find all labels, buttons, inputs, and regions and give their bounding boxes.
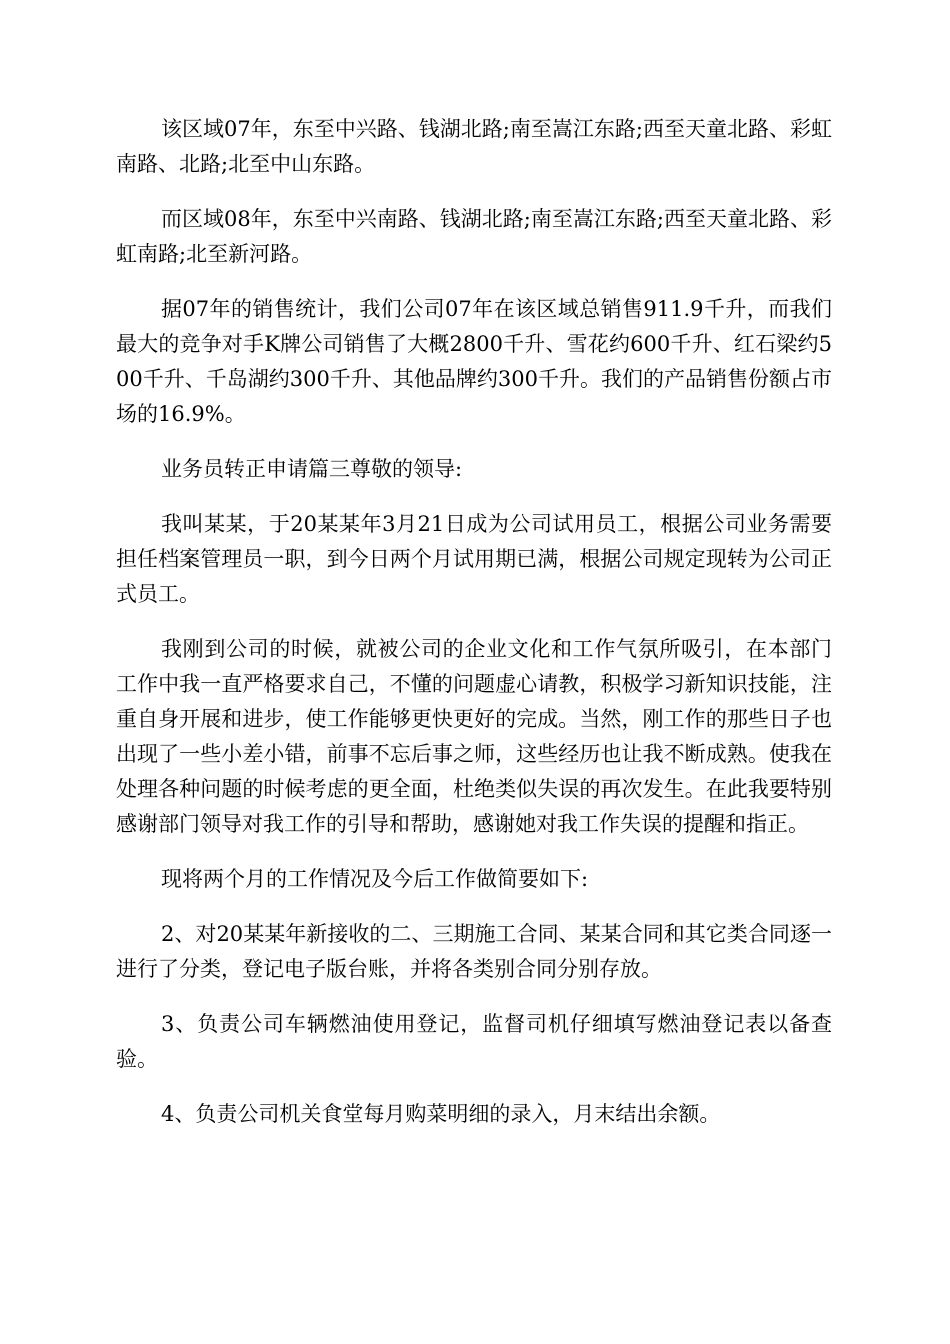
paragraph-item-3: 3、负责公司车辆燃油使用登记，监督司机仔细填写燃油登记表以备查验。	[116, 1012, 832, 1071]
paragraph-heading-application: 业务员转正申请篇三尊敬的领导:	[161, 457, 463, 481]
paragraph-area-08: 而区域08年，东至中兴南路、钱湖北路;南至嵩江东路;西至天童北路、彩虹南路;北至新河路。	[116, 207, 832, 266]
document-body	[116, 112, 832, 1152]
paragraph-item-4: 4、负责公司机关食堂每月购菜明细的录入，月末结出余额。	[161, 1102, 721, 1126]
paragraph-area-07: 该区域07年，东至中兴路、钱湖北路;南至嵩江东路;西至天童北路、彩虹南路、北路;北至中山东路。	[116, 117, 832, 176]
paragraph-summary-intro: 现将两个月的工作情况及今后工作做简要如下:	[161, 867, 589, 891]
paragraph-item-2: 2、对20某某年新接收的二、三期施工合同、某某合同和其它类合同逐一进行了分类，登记电子版台账，并将各类别合同分别存放。	[116, 922, 832, 981]
paragraph-experience: 我刚到公司的时候，就被公司的企业文化和工作气氛所吸引，在本部门工作中我一直严格要求自己，不懂的问题虚心请教，积极学习新知识技能，注重自身开展和进步，使工作能够更快更好的完成。当然，刚工作的那些日子也出现了一些小差小错，前事不忘后事之师，这些经历也让我不断成熟。使我在处理各种问题的时候考虑的更全面，杜绝类似失误的再次发生。在此我要特别感谢部门领导对我工作的引导和帮助，感谢她对我工作失误的提醒和指正。	[116, 637, 832, 836]
paragraph-introduction: 我叫某某，于20某某年3月21日成为公司试用员工，根据公司业务需要担任档案管理员一职，到今日两个月试用期已满，根据公司规定现转为公司正式员工。	[116, 512, 832, 606]
paragraph-sales-statistics: 据07年的销售统计，我们公司07年在该区域总销售911.9千升，而我们最大的竞争对手K牌公司销售了大概2800千升、雪花约600千升、红石梁约500千升、千岛湖约300千升、其他品牌约300千升。我们的产品销售份额占市场的16.9%。	[116, 297, 832, 426]
